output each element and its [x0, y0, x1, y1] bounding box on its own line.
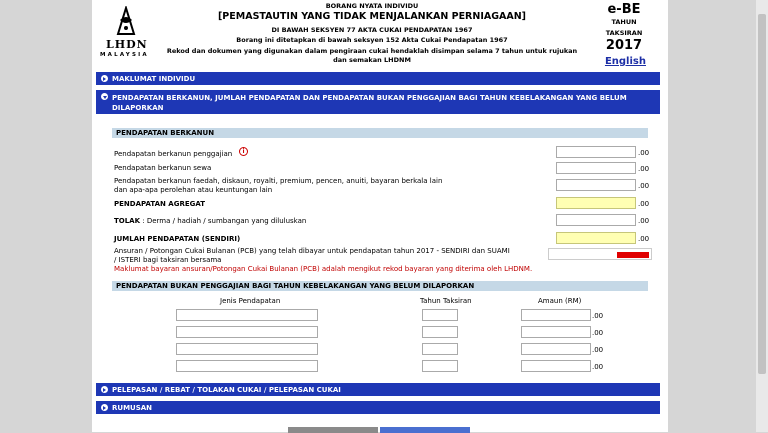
- pcb-warning: Maklumat bayaran ansuran/Potongan Cukai Bulanan (PCB) adalah mengikut rekod bayaran yang diterima oleh LHDNM.: [114, 265, 533, 273]
- jumlah-output: [556, 232, 636, 244]
- chevron-right-icon: [101, 75, 108, 82]
- label-pcb: Ansuran / Potongan Cukai Bulanan (PCB) yang telah dibayar untuk pendapatan tahun 2017 - SENDIRI dan SUAMI / ISTERI bagi taksiran bersama: [114, 247, 510, 264]
- col-amaun: Amaun (RM): [538, 297, 582, 305]
- amaun-input-1[interactable]: [521, 309, 591, 321]
- col-jenis-pendapatan: Jenis Pendapatan: [220, 297, 281, 305]
- form-prescribed: Borang ini ditetapkan di bawah seksyen 152 Akta Cukai Pendapatan 1967: [236, 36, 508, 44]
- jenis-input-1[interactable]: [176, 309, 318, 321]
- label-penggajian: Pendapatan berkanun penggajian: [114, 150, 233, 158]
- section-maklumat-individu[interactable]: MAKLUMAT INDIVIDU: [96, 72, 660, 85]
- amaun-input-2[interactable]: [521, 326, 591, 338]
- act-section: DI BAWAH SEKSYEN 77 AKTA CUKAI PENDAPATAN 1967: [271, 26, 473, 34]
- tahun-input-4[interactable]: [422, 360, 458, 372]
- tahun-input-3[interactable]: [422, 343, 458, 355]
- pcb-field: [548, 248, 652, 260]
- section-pendapatan[interactable]: PENDAPATAN BERKANUN, JUMLAH PENDAPATAN DAN PENDAPATAN BUKAN PENGGAJIAN BAGI TAHUN KEBELAKANGAN YANG BELUM DILAPORKAN: [96, 90, 660, 114]
- info-icon[interactable]: i: [239, 147, 248, 156]
- sewa-input[interactable]: [556, 162, 636, 174]
- chevron-down-icon: [101, 93, 108, 100]
- faedah-input[interactable]: [556, 179, 636, 191]
- section-pelepasan[interactable]: PELEPASAN / REBAT / TOLAKAN CUKAI / PELEPASAN CUKAI: [96, 383, 660, 396]
- chevron-right-icon: [101, 386, 108, 393]
- tahun-input-1[interactable]: [422, 309, 458, 321]
- berkanun-heading: PENDAPATAN BERKANUN: [112, 128, 648, 138]
- amaun-input-4[interactable]: [521, 360, 591, 372]
- form-page: LHDN MALAYSIA BORANG NYATA INDIVIDU [PEMASTAUTIN YANG TIDAK MENJALANKAN PERNIAGAAN] DI BAWAH SEKSYEN 77 AKTA CUKAI PENDAPATAN 1967 Borang ini ditetapkan di bawah seksyen 152 Akta Cukai Pendapatan 1967 Rekod dan dokumen yang digunakan dalam pengiraan cukai hendaklah disimpan selama 7 tahun untuk rujukan dan semakan LHDNM e-BE TAHUN TAKSIRAN 2017 English MAKLUMAT INDIVIDU PENDAPATAN BERKANUN, JUMLAH PENDAPATAN DAN PENDAPATAN BUKAN PENGGAJIAN BAGI TAHUN KEBELAKANGAN YANG BELUM DILAPORKAN PENDAPATAN BERKANUN Pendapatan berkanun penggajian i .00 Pendapatan berkanun sewa .00 Pendapatan berkanun faedah, diskaun, royalti, premium, pencen, anuiti, bayaran berkala lain dan apa-apa perolehan atau keuntungan lain .00 PENDAPATAN AGREGAT .00 TOLAK : Derma / hadiah / sumbangan yang diluluskan .00 JUMLAH PENDAPATAN (SENDIRI) .00 Ansuran / Potongan Cukai Bulanan (PCB) yang telah dibayar untuk pendapatan tahun 2017 - SENDIRI dan SUAMI / ISTERI bagi taksiran bersama Maklumat bayaran ansuran/Potongan Cukai Bulanan (PCB) adalah mengikut rekod bayaran yang diterima oleh LHDNM. PENDAPATAN BUKAN PENGGAJIAN BAGI TAHUN KEBELAKANGAN YANG BELUM DILAPORKAN Jenis Pendapatan Tahun Taksiran Amaun (RM) .00 .00 .00 .00 PELEPASAN / REBAT / TOLAKAN CUKAI / PELEPASAN CUKAI RUMUSAN: [92, 0, 668, 432]
- label-sewa: Pendapatan berkanun sewa: [114, 164, 212, 172]
- scrollbar-track[interactable]: [756, 0, 768, 432]
- label-jumlah: JUMLAH PENDAPATAN (SENDIRI): [114, 235, 241, 243]
- next-button[interactable]: [380, 427, 470, 433]
- jenis-input-3[interactable]: [176, 343, 318, 355]
- jenis-input-2[interactable]: [176, 326, 318, 338]
- lhdn-emblem-icon: [114, 6, 138, 36]
- form-badge: e-BE TAHUN TAKSIRAN 2017: [594, 2, 654, 53]
- derma-input[interactable]: [556, 214, 636, 226]
- assessment-year: 2017: [605, 38, 643, 53]
- jenis-input-4[interactable]: [176, 360, 318, 372]
- back-button[interactable]: [288, 427, 378, 433]
- label-faedah: Pendapatan berkanun faedah, diskaun, royalti, premium, pencen, anuiti, bayaran berkala lain dan apa-apa perolehan atau keuntungan lain: [114, 177, 443, 194]
- form-name: BORANG NYATA INDIVIDU: [325, 2, 419, 10]
- scrollbar-thumb[interactable]: [758, 14, 766, 374]
- record-notice: Rekod dan dokumen yang digunakan dalam pengiraan cukai hendaklah disimpan selama 7 tahun untuk rujukan dan semakan LHDNM: [166, 47, 578, 64]
- section-rumusan[interactable]: RUMUSAN: [96, 401, 660, 414]
- penggajian-input[interactable]: [556, 146, 636, 158]
- form-subtitle: [PEMASTAUTIN YANG TIDAK MENJALANKAN PERNIAGAAN]: [217, 11, 527, 22]
- bukan-heading: PENDAPATAN BUKAN PENGGAJIAN BAGI TAHUN KEBELAKANGAN YANG BELUM DILAPORKAN: [112, 281, 648, 291]
- col-tahun-taksiran: Tahun Taksiran: [420, 297, 472, 305]
- label-tolak: TOLAK : Derma / hadiah / sumbangan yang diluluskan: [114, 217, 307, 225]
- tahun-input-2[interactable]: [422, 326, 458, 338]
- english-link[interactable]: English: [604, 56, 646, 67]
- label-agregat: PENDAPATAN AGREGAT: [114, 200, 206, 208]
- form-header: [162, 0, 582, 65]
- pcb-status-indicator: [617, 252, 649, 258]
- lhdn-logo: LHDN MALAYSIA: [100, 6, 152, 60]
- amaun-input-3[interactable]: [521, 343, 591, 355]
- agregat-output: [556, 197, 636, 209]
- chevron-right-icon: [101, 404, 108, 411]
